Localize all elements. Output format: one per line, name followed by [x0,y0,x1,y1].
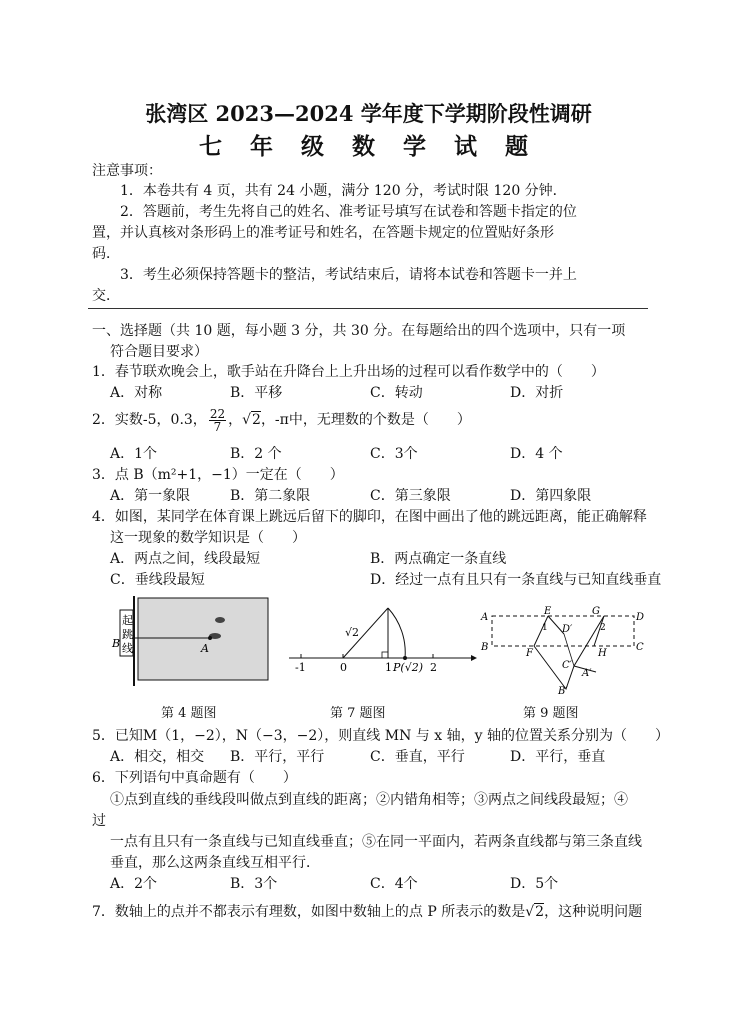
point-a [208,636,212,640]
sqrt-icon: √ [525,904,535,920]
q3-option-a: A．第一象限 [110,488,191,504]
q5-option-a: A．相交，相交 [110,749,205,765]
section-heading: 一、选择题（共 10 题，每小题 3 分，共 30 分。在每题给出的四个选项中，只有一项 [92,323,626,339]
q1-option-b: B．平移 [230,385,283,401]
notice-line: 置，并认真核对条形码上的准考证号和姓名，在答题卡规定的位置贴好条形 [92,225,554,241]
fraction [209,408,226,433]
q7-text-b: ，这种说明问题 [544,904,643,920]
q7-radicand: 2 [535,904,545,920]
sand-pit [138,598,268,680]
label-e: E [544,606,552,617]
exam-title: 张湾区 2023—2024 学年度下学期阶段性调研 [145,101,592,126]
question-6-stem: 6．下列语句中真命题有（ ） [92,770,297,786]
compass-arc [388,608,405,658]
figure-7 [285,602,477,674]
label-a: A [481,612,489,623]
fraction-denominator: 7 [213,419,222,434]
label-a: A [201,642,209,655]
notice-line: 3．考生必须保持答题卡的整洁，考试结束后，请将本试卷和答题卡一并上 [120,267,577,283]
label-d-prime: D′ [562,624,573,635]
board-char: 跳 [122,628,133,641]
label-d: D [636,612,645,623]
question-3-stem: 3．点 B（m²+1，−1）一定在（ ） [92,467,344,483]
notice-line: 交． [92,288,120,304]
q2-radicand: 2 [252,412,261,428]
label-f: F [526,648,533,659]
q3-option-b: B．第二象限 [230,488,311,504]
section-heading-cont: 符合题目要求） [110,344,208,360]
q3-option-d: D．第四象限 [510,488,592,504]
label-a-prime: A′ [582,668,592,679]
board-char: 线 [122,642,133,655]
q5-option-d: D．平行，垂直 [510,749,606,765]
q6-option-c: C．4个 [370,876,418,892]
question-4-stem-cont: 这一现象的数学知识是（ ） [110,530,306,546]
angle-label: 1 [542,623,548,633]
tick-label: 0 [340,661,347,674]
q5-option-b: B．平行，平行 [230,749,325,765]
label-c: C [636,642,644,653]
angle-label: 2 [600,623,606,633]
label-b: B [481,642,489,653]
divider [88,308,648,309]
label-g: G [592,606,600,617]
notice-line: 1．本卷共有 4 页，共有 24 小题，满分 120 分，考试时限 120 分钟． [120,183,567,199]
q1-option-c: C．转动 [370,385,423,401]
footprint-icon [215,617,225,623]
q2-option-b: B．2 个 [230,446,282,462]
figure-4-caption: 第 4 题图 [161,706,217,721]
q4-option-b: B．两点确定一条直线 [370,551,507,567]
question-1-stem: 1．春节联欢晚会上，歌手站在升降台上上升出场的过程可以看作数学中的（ ） [92,364,605,380]
question-4-stem: 4．如图，某同学在体育课上跳远后留下的脚印，在图中画出了他的跳远距离，能正确解释 [92,509,647,525]
question-7-stem [92,901,642,921]
q2-option-a: A．1个 [110,446,158,462]
figure-9-caption: 第 9 题图 [523,706,579,721]
label-sqrt2: √2 [345,626,360,639]
figure-9 [478,604,646,696]
q1-option-d: D．对折 [510,385,564,401]
figure-4 [108,594,273,689]
axis-arrow-icon [471,655,477,661]
q6-statements: 垂直，那么这两条直线互相平行． [110,855,320,871]
q4-option-d: D．经过一点有且只有一条直线与已知直线垂直 [370,572,662,588]
label-c-prime: C′ [562,660,572,671]
q2-prefix: 2．实数-5，0.3， [92,412,207,428]
q7-text-a: 7．数轴上的点并不都表示有理数，如图中数轴上的点 P 所表示的数是 [92,904,526,920]
q2-sep: ， [228,412,243,428]
q2-suffix: ，-π中，无理数的个数是（ ） [260,412,471,428]
q4-option-a: A．两点之间，线段最短 [110,551,261,567]
tick-label: 1 [385,661,392,674]
q2-option-d: D．4 个 [510,446,563,462]
label-b-prime: B′ [558,686,568,696]
label-p: P(√2) [393,661,423,674]
question-5-stem: 5．已知M（1，−2），N（−3，−2），则直线 MN 与 x 轴，y 轴的位置关系分别为（ ） [92,728,669,744]
board-char: 起 [122,614,133,627]
q2-option-c: C．3个 [370,446,418,462]
label-b: B [112,637,121,650]
question-2-stem [92,404,471,436]
tick-label: -1 [295,661,306,674]
tick-label: 2 [430,661,437,674]
q5-option-c: C．垂直，平行 [370,749,465,765]
notice-heading: 注意事项： [92,163,162,179]
q3-option-c: C．第三象限 [370,488,451,504]
label-h: H [598,648,607,659]
q4-option-c: C．垂线段最短 [110,572,205,588]
q6-statements: ①点到直线的垂线段叫做点到直线的距离；②内错角相等；③两点之间线段最短；④ [110,792,628,808]
figure-7-caption: 第 7 题图 [330,706,386,721]
right-angle-mark [382,652,388,658]
sqrt-icon: √ [242,412,252,428]
q6-statements: 过 [92,813,106,829]
q6-option-d: D．5个 [510,876,559,892]
q1-option-a: A．对称 [110,385,163,401]
exam-subtitle: 七 年 级 数 学 试 题 [198,133,539,160]
fraction-numerator: 22 [209,406,226,421]
q6-statements: 一点有且只有一条直线与已知直线垂直；⑤在同一平面内，若两条直线都与第三条直线 [110,834,642,850]
notice-line: 2．答题前，考生先将自己的姓名、准考证号填写在试卷和答题卡指定的位 [120,204,577,220]
q6-option-b: B．3个 [230,876,278,892]
point-p [403,656,407,660]
notice-line: 码． [92,246,120,262]
q6-option-a: A．2个 [110,876,158,892]
